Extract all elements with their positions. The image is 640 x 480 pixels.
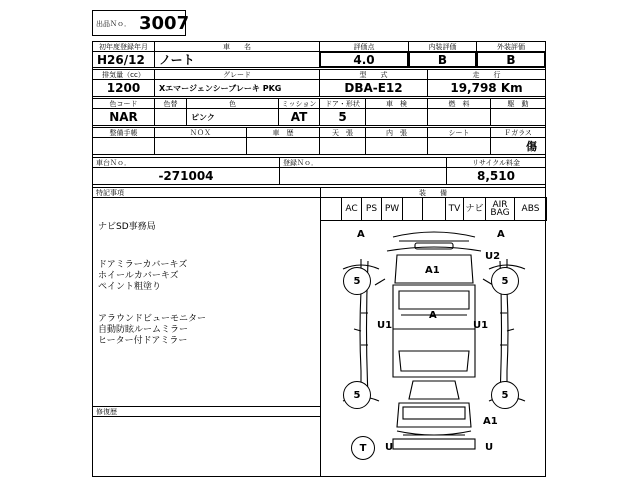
inspection-label: 車 検 <box>365 98 428 109</box>
mark-rear-a1: A1 <box>483 416 498 427</box>
equip-spacer <box>320 197 342 221</box>
service-book-value <box>92 137 155 155</box>
drive-value <box>490 108 546 126</box>
color-code-label: 色コード <box>92 98 155 109</box>
equip-navi: ナビ <box>463 197 486 221</box>
color-label: 色 <box>186 98 279 109</box>
color-value: ピンク <box>186 108 279 126</box>
history-value <box>246 137 320 155</box>
mileage-value: 19,798 Km <box>427 79 546 97</box>
mileage-label: 走 行 <box>427 69 546 80</box>
displacement-value: 1200 <box>92 79 155 97</box>
recycle-value: 8,510 <box>446 167 546 185</box>
grade-label: グレード <box>154 69 320 80</box>
color-code-value: NAR <box>92 108 155 126</box>
tire-front-left: 5 <box>343 267 371 295</box>
reg-no-label: 登録Ｎｏ． <box>279 157 447 168</box>
interior-label: 内装評価 <box>408 41 477 52</box>
exterior-label: 外装評価 <box>476 41 546 52</box>
transmission-value: AT <box>278 108 320 126</box>
grade-value: Xエマージェンシーブレーキ PKG <box>154 79 320 97</box>
equip-blank-2 <box>422 197 446 221</box>
name-value: ノート <box>154 51 320 68</box>
chassis-no-label: 車台Ｎｏ． <box>92 157 280 168</box>
lot-number-box <box>92 10 190 36</box>
f-glass-label: Ｆガラス <box>490 127 546 138</box>
mark-left-u1: U1 <box>377 320 393 331</box>
interior-value: B <box>408 51 477 68</box>
doors-shape-label: ドア・形状 <box>319 98 366 109</box>
mark-front-right: A <box>497 229 505 240</box>
remark-line-5: アラウンドビューモニター <box>98 314 207 324</box>
mark-center-a: A <box>429 310 437 321</box>
tire-front-right: 5 <box>491 267 519 295</box>
remark-line-6: 自動防眩ルームミラー <box>98 325 189 335</box>
nox-value <box>154 137 247 155</box>
score-label: 評価点 <box>319 41 409 52</box>
tire-rear-right: 5 <box>491 381 519 409</box>
mark-right-u1: U1 <box>473 320 489 331</box>
model-value: DBA-E12 <box>319 79 428 97</box>
first-reg-value: H26/12 <box>92 51 155 68</box>
tire-spare: T <box>351 436 375 460</box>
lot-label: 出品Ｎｏ． <box>96 20 131 28</box>
equipment-label: 装 備 <box>320 187 546 198</box>
name-label: 車 名 <box>154 41 320 52</box>
fuel-value <box>427 108 491 126</box>
equip-tv: TV <box>445 197 464 221</box>
mark-rear-left-u: U <box>385 442 394 453</box>
exterior-value: B <box>476 51 546 68</box>
repair-area <box>92 416 321 477</box>
mark-roof-a1: A1 <box>425 265 440 276</box>
ceiling-value <box>319 137 366 155</box>
tire-rear-left: 5 <box>343 381 371 409</box>
drive-label: 駆 動 <box>490 98 546 109</box>
nox-label: ＮＯＸ <box>154 127 247 138</box>
seat-value <box>427 137 491 155</box>
remark-line-3: ホイールカバーキズ <box>98 271 179 281</box>
service-book-label: 整備手帳 <box>92 127 155 138</box>
repair-label: 修復歴 <box>92 406 321 417</box>
equip-airbag: AIR BAG <box>485 197 515 221</box>
mark-front-left: A <box>357 229 365 240</box>
equipment-row <box>320 197 546 221</box>
remark-line-1: ナビSD事務局 <box>98 222 156 232</box>
f-glass-value: 傷 <box>490 137 546 155</box>
recycle-label: リサイクル料金 <box>446 157 546 168</box>
first-reg-label: 初年度登録年月 <box>92 41 155 52</box>
seat-label: シート <box>427 127 491 138</box>
equip-blank-1 <box>402 197 423 221</box>
color-class-value <box>154 108 187 126</box>
remark-line-4: ペイント粗塗り <box>98 282 162 292</box>
lot-number: 3007 <box>139 13 190 34</box>
color-class-label: 色替 <box>154 98 187 109</box>
equip-ps: PS <box>361 197 382 221</box>
reg-no-value <box>279 167 447 185</box>
remark-line-7: ヒーター付ドアミラー <box>98 336 188 346</box>
upholstery-label: 内 張 <box>365 127 428 138</box>
history-label: 車 歴 <box>246 127 320 138</box>
equip-ac: AC <box>341 197 362 221</box>
remarks-label: 特記事項 <box>92 187 321 198</box>
equip-abs: ABS <box>514 197 547 221</box>
ceiling-label: 天 張 <box>319 127 366 138</box>
remarks-area <box>92 197 321 407</box>
score-value: 4.0 <box>319 51 409 68</box>
inspection-value <box>365 108 428 126</box>
model-label: 型 式 <box>319 69 428 80</box>
upholstery-value <box>365 137 428 155</box>
remark-line-2: ドアミラーカバーキズ <box>98 260 188 270</box>
chassis-no-value: -271004 <box>92 167 280 185</box>
transmission-label: ミッション <box>278 98 320 109</box>
car-diagram <box>320 220 546 477</box>
equip-pw: PW <box>381 197 403 221</box>
fuel-label: 燃 料 <box>427 98 491 109</box>
doors-value: 5 <box>319 108 366 126</box>
mark-rear-right-u: U <box>485 442 494 453</box>
mark-u2: U2 <box>485 251 501 262</box>
displacement-label: 排気量（cc） <box>92 69 155 80</box>
